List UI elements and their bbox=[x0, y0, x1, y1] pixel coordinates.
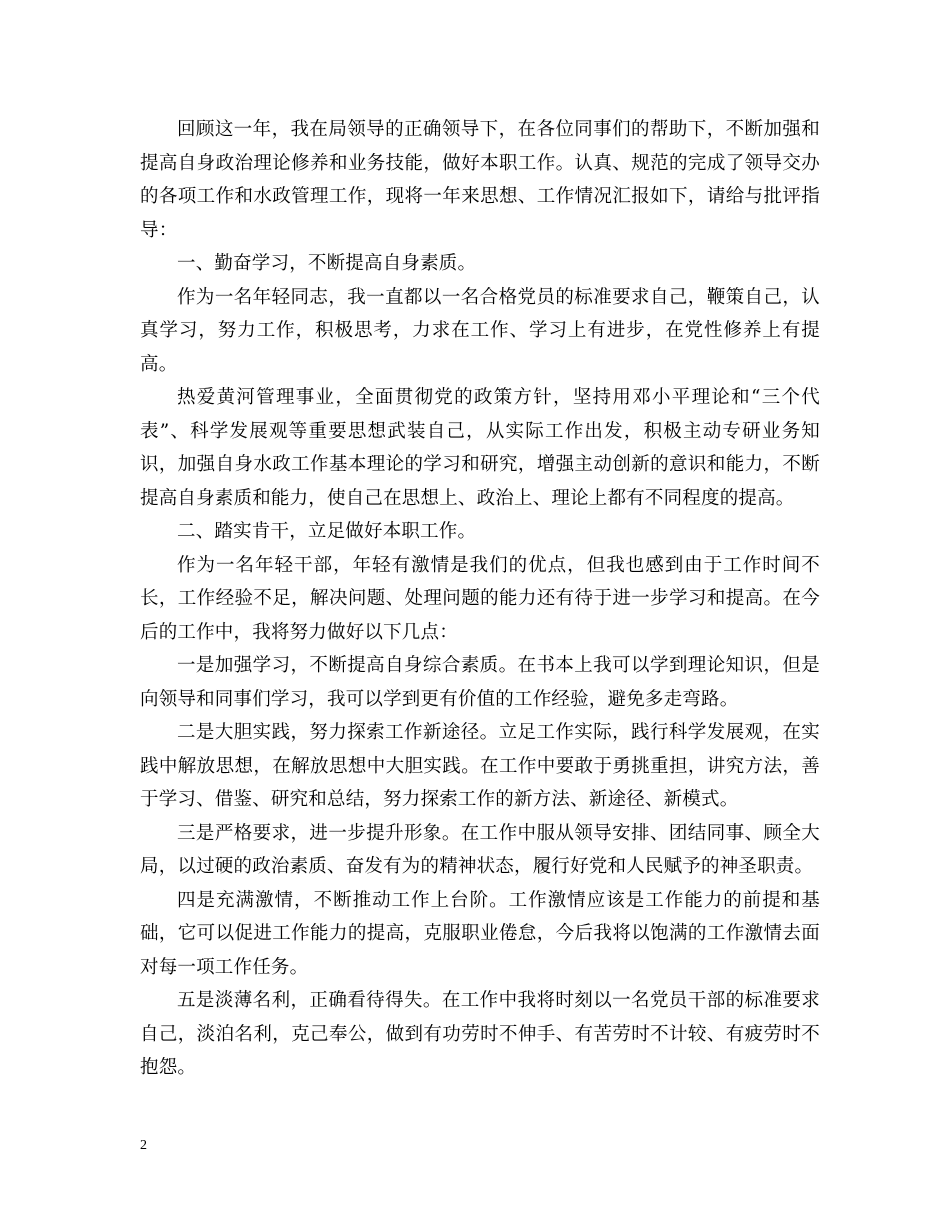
intro-paragraph: 回顾这一年，我在局领导的正确领导下，在各位同事们的帮助下，不断加强和提高自身政治理论修养和业务技能，做好本职工作。认真、规范的完成了领导交办的各项工作和水政管理工作，现将一年来思想、工作情况汇报如下，请给与批评指导： bbox=[140, 119, 820, 241]
section-heading-2: 二、踏实肯干，立足做好本职工作。 bbox=[177, 521, 477, 542]
list-item-paragraph: 二是大胆实践，努力探索工作新途径。立足工作实际，践行科学发展观，在实践中解放思想，在解放思想中大胆实践。在工作中要敢于勇挑重担，讲究方法，善于学习、借鉴、研究和总结，努力探索工作的新方法、新途径、新模式。 bbox=[140, 722, 820, 810]
body-paragraph: 作为一名年轻干部，年轻有激情是我们的优点，但我也感到由于工作时间不长，工作经验不足，解决问题、处理问题的能力还有待于进一步学习和提高。在今后的工作中，我将努力做好以下几点： bbox=[140, 554, 820, 643]
section-heading-1: 一、勤奋学习，不断提高自身素质。 bbox=[177, 253, 477, 274]
list-item-paragraph: 三是严格要求，进一步提升形象。在工作中服从领导安排、团结同事、顾全大局，以过硬的政治素质、奋发有为的精神状态，履行好党和人民赋予的神圣职责。 bbox=[140, 822, 820, 877]
list-item-paragraph: 四是充满激情，不断推动工作上台阶。工作激情应该是工作能力的前提和基础，它可以促进工作能力的提高，克服职业倦怠，今后我将以饱满的工作激情去面对每一项工作任务。 bbox=[140, 889, 820, 978]
list-item-paragraph: 一是加强学习，不断提高自身综合素质。在书本上我可以学到理论知识，但是向领导和同事们学习，我可以学到更有价值的工作经验，避免多走弯路。 bbox=[140, 655, 820, 710]
document-body bbox=[140, 113, 820, 1085]
list-item-paragraph: 五是淡薄名利，正确看待得失。在工作中我将时刻以一名党员干部的标准要求自己，淡泊名利，克己奉公，做到有功劳时不伸手、有苦劳时不计较、有疲劳时不抱怨。 bbox=[140, 990, 820, 1078]
body-paragraph: 作为一名年轻同志，我一直都以一名合格党员的标准要求自己，鞭策自己，认真学习，努力工作，积极思考，力求在工作、学习上有进步，在党性修养上有提高。 bbox=[140, 286, 820, 375]
body-paragraph: 热爱黄河管理事业，全面贯彻党的政策方针，坚持用邓小平理论和“三个代表”、科学发展观等重要思想武装自己，从实际工作出发，积极主动专研业务知识，加强自身水政工作基本理论的学习和研究，增强主动创新的意识和能力，不断提高自身素质和能力，使自己在思想上、政治上、理论上都有不同程度的提高。 bbox=[140, 387, 820, 509]
page-number: 2 bbox=[140, 1138, 147, 1153]
